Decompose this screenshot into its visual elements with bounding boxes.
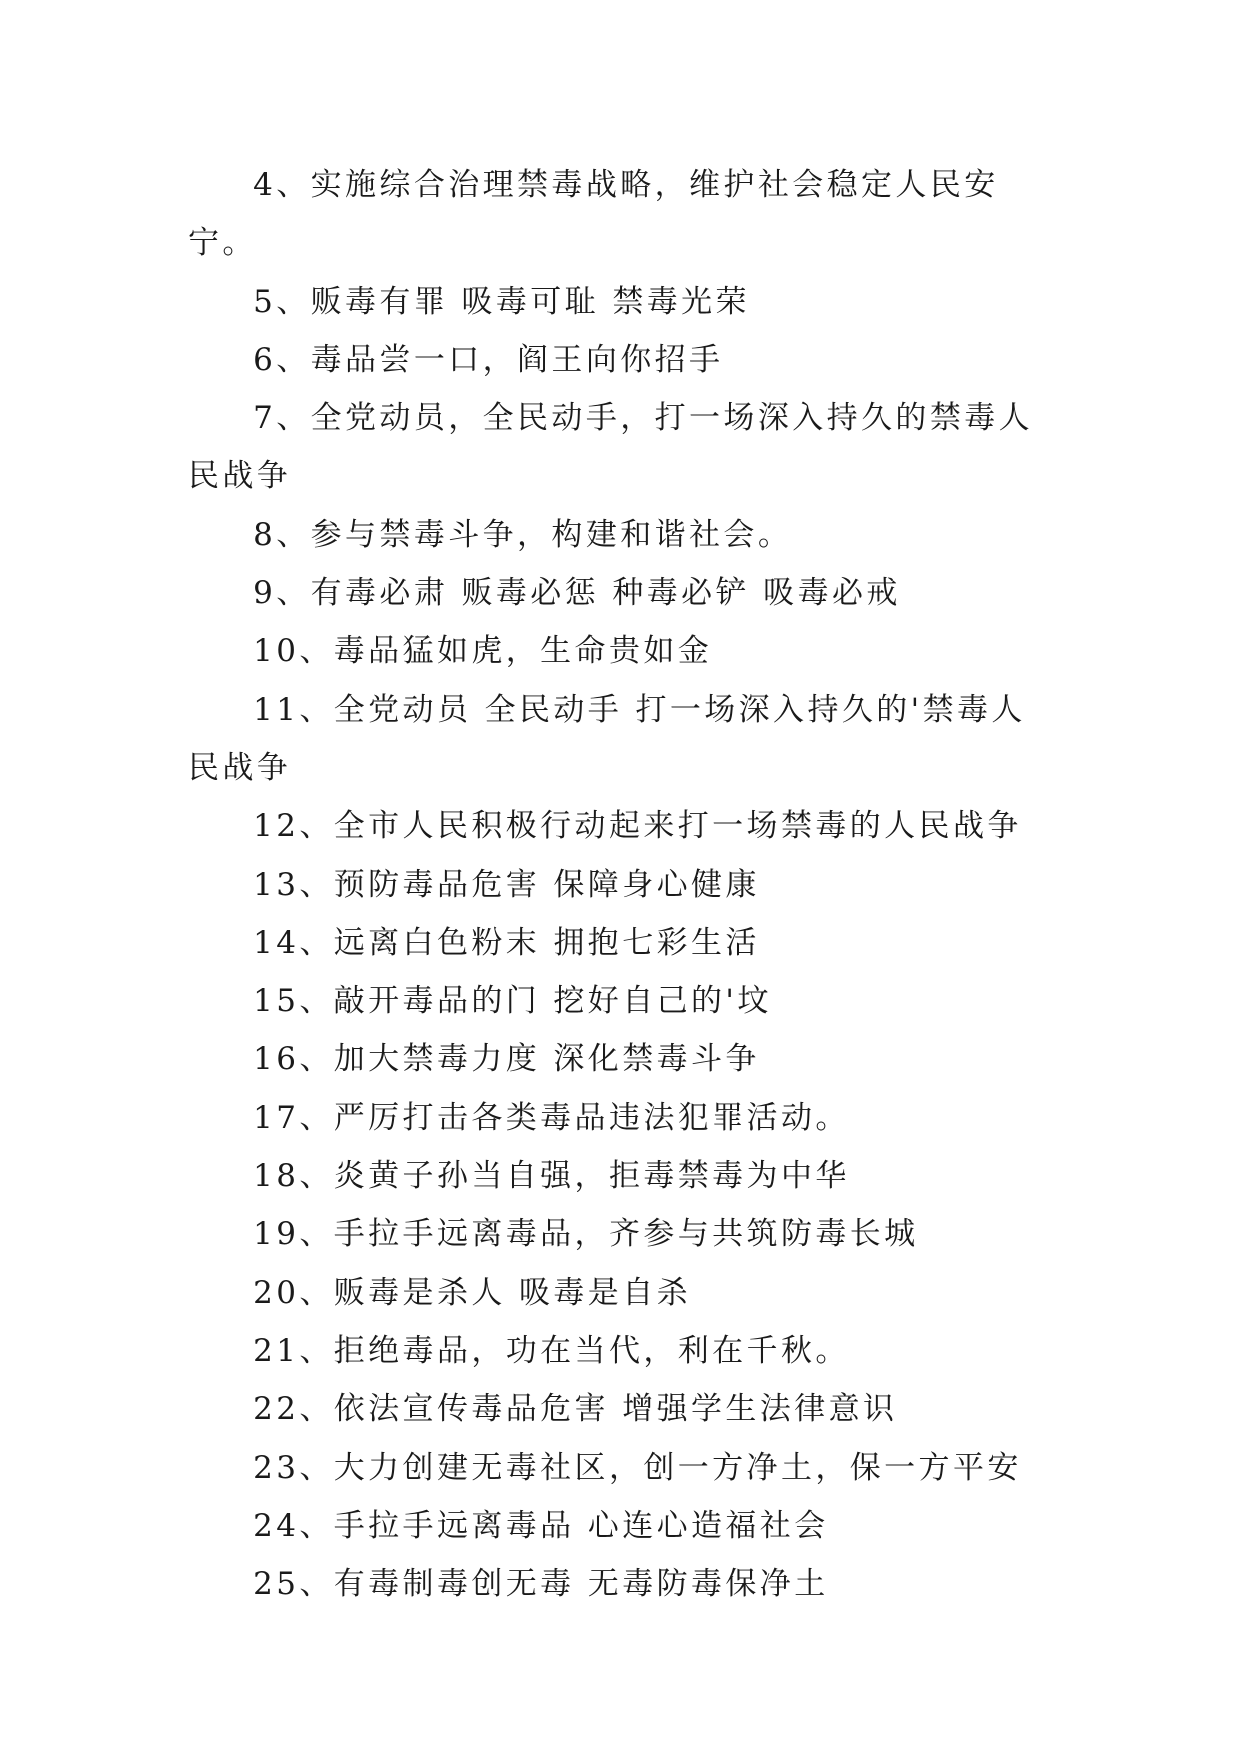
slogan-paragraph: 20、贩毒是杀人 吸毒是自杀 <box>253 1274 691 1311</box>
slogan-paragraph: 16、加大禁毒力度 深化禁毒斗争 <box>253 1041 760 1078</box>
slogan-paragraph: 15、敲开毒品的门 挖好自己的'坟 <box>253 983 772 1020</box>
slogan-paragraph: 7、全党动员，全民动手，打一场深入持久的禁毒人民战争 <box>188 400 1034 495</box>
slogan-paragraph: 18、炎黄子孙当自强，拒毒禁毒为中华 <box>253 1158 850 1195</box>
slogan-paragraph: 23、大力创建无毒社区，创一方净土，保一方平安 <box>253 1449 1022 1486</box>
slogan-paragraph: 6、毒品尝一口，阎王向你招手 <box>253 341 724 378</box>
slogan-paragraph: 25、有毒制毒创无毒 无毒防毒保净土 <box>253 1566 829 1603</box>
slogan-paragraph: 8、参与禁毒斗争，构建和谐社会。 <box>253 516 793 553</box>
slogan-paragraph: 4、实施综合治理禁毒战略，维护社会稳定人民安宁。 <box>188 167 999 262</box>
slogan-paragraph: 10、毒品猛如虎，生命贵如金 <box>253 633 713 670</box>
slogan-paragraph: 22、依法宣传毒品危害 增强学生法律意识 <box>253 1391 898 1428</box>
slogan-list <box>188 156 1058 1613</box>
slogan-paragraph: 11、全党动员 全民动手 打一场深入持久的'禁毒人民战争 <box>188 691 1026 786</box>
slogan-paragraph: 12、全市人民积极行动起来打一场禁毒的人民战争 <box>253 808 1022 845</box>
slogan-paragraph: 9、有毒必肃 贩毒必惩 种毒必铲 吸毒必戒 <box>253 575 901 612</box>
slogan-paragraph: 19、手拉手远离毒品，齐参与共筑防毒长城 <box>253 1216 919 1253</box>
slogan-paragraph: 5、贩毒有罪 吸毒可耻 禁毒光荣 <box>253 283 750 320</box>
slogan-paragraph: 13、预防毒品危害 保障身心健康 <box>253 866 760 903</box>
slogan-paragraph: 21、拒绝毒品，功在当代，利在千秋。 <box>253 1332 850 1369</box>
slogan-paragraph: 24、手拉手远离毒品 心连心造福社会 <box>253 1507 829 1544</box>
slogan-paragraph: 14、远离白色粉末 拥抱七彩生活 <box>253 924 760 961</box>
slogan-paragraph: 17、严厉打击各类毒品违法犯罪活动。 <box>253 1099 850 1136</box>
